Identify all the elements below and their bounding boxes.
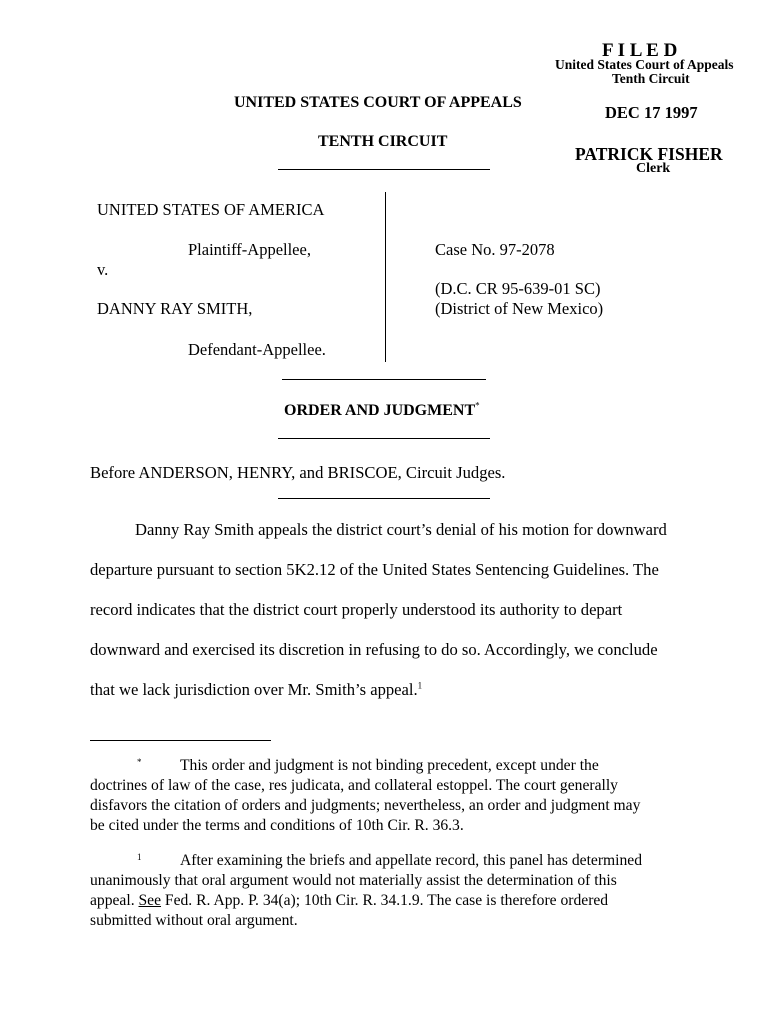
versus: v.	[97, 260, 109, 279]
footnote-line	[90, 892, 608, 910]
panel-judges: Before ANDERSON, HENRY, and BRISCOE, Circuit Judges.	[90, 463, 506, 482]
panel-rule	[278, 498, 490, 499]
plaintiff-role: Plaintiff-Appellee,	[188, 240, 311, 259]
caption-rule	[282, 379, 486, 380]
title-text: ORDER AND JUDGMENT	[284, 402, 476, 419]
footnote-line: This order and judgment is not binding precedent, except under the	[180, 757, 599, 774]
footnote-line: disfavors the citation of orders and judgments; nevertheless, an order and judgment may	[90, 797, 641, 814]
footnote-line: After examining the briefs and appellate record, this panel has determined	[180, 852, 643, 869]
clerk-name: PATRICK FISHER	[575, 144, 723, 164]
header-rule	[278, 169, 490, 170]
stamp-court-name: United States Court of Appeals	[555, 57, 734, 72]
defendant-name: DANNY RAY SMITH,	[97, 299, 253, 318]
title-rule	[278, 438, 490, 439]
body-line: departure pursuant to section 5K2.12 of the United States Sentencing Guidelines. The	[90, 560, 659, 579]
footnote-line: doctrines of law of the case, res judicata, and collateral estoppel. The court generally	[90, 777, 618, 794]
caption-divider	[385, 192, 386, 362]
footnote-star-mark: *	[137, 757, 142, 767]
body-line: Danny Ray Smith appeals the district court’s denial of his motion for downward	[135, 520, 667, 539]
case-number: Case No. 97-2078	[435, 240, 555, 259]
body-line: downward and exercised its discretion in refusing to do so. Accordingly, we conclude	[90, 640, 658, 659]
footnote-separator	[90, 740, 271, 741]
clerk-title: Clerk	[636, 161, 671, 176]
circuit-heading: TENTH CIRCUIT	[318, 133, 448, 150]
footnote-line3-post: Fed. R. App. P. 34(a); 10th Cir. R. 34.1.9. The case is therefore ordered	[161, 892, 609, 909]
stamp-date: DEC 17 1997	[605, 103, 698, 122]
body-line	[90, 680, 422, 700]
see-signal: See	[138, 892, 162, 909]
document-title	[284, 402, 480, 420]
plaintiff-name: UNITED STATES OF AMERICA	[97, 200, 325, 219]
stamp-circuit: Tenth Circuit	[612, 71, 690, 86]
district-court-number: (D.C. CR 95-639-01 SC)	[435, 279, 601, 298]
title-footnote-mark: *	[475, 400, 480, 411]
footnote-line: submitted without oral argument.	[90, 912, 298, 929]
court-heading: UNITED STATES COURT OF APPEALS	[234, 94, 522, 111]
footnote-line: be cited under the terms and conditions of 10th Cir. R. 36.3.	[90, 817, 464, 834]
body-line: record indicates that the district court properly understood its authority to depart	[90, 600, 623, 619]
body-last-line: that we lack jurisdiction over Mr. Smith’s appeal.	[90, 680, 418, 699]
footnote-line3-pre: appeal.	[90, 892, 139, 909]
footnote-one-mark: 1	[137, 852, 142, 862]
footnote-line: unanimously that oral argument would not materially assist the determination of this	[90, 872, 617, 889]
defendant-role: Defendant-Appellee.	[188, 340, 326, 359]
body-footnote-mark: 1	[417, 680, 423, 691]
district-name: (District of New Mexico)	[435, 299, 604, 318]
filed-label: F I L E D	[602, 40, 678, 61]
